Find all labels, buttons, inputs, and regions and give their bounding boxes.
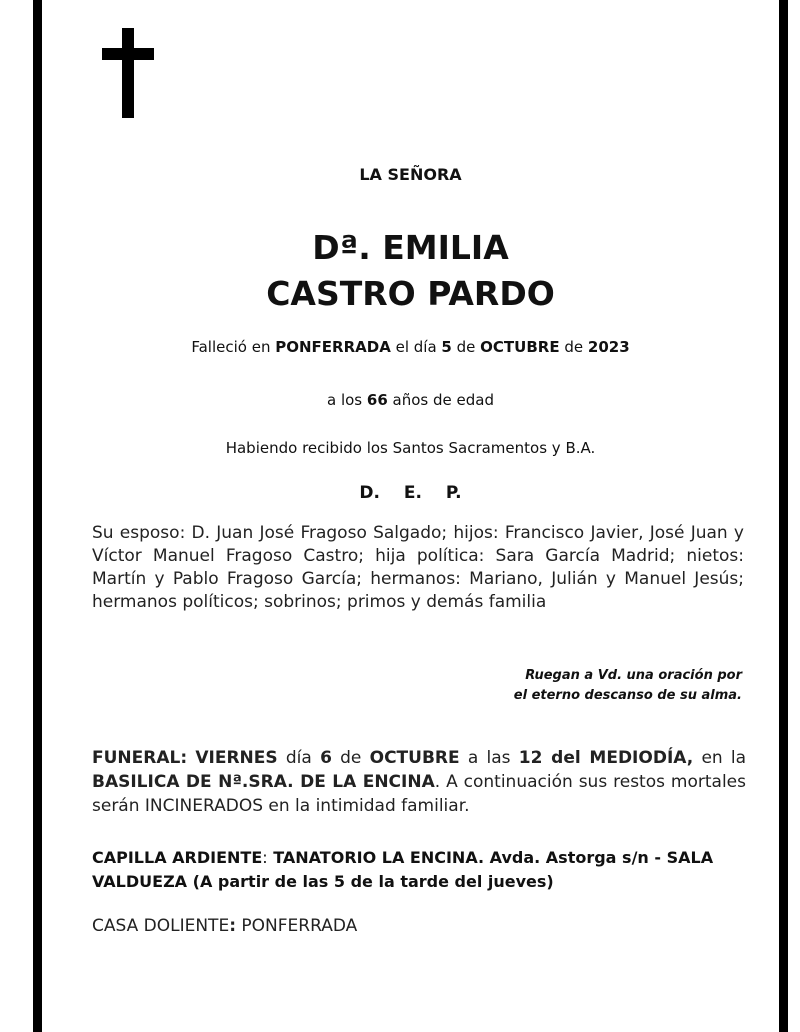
deceased-name-line1: Dª. EMILIA: [312, 228, 509, 267]
age-info: a los 66 años de edad: [326, 391, 494, 409]
deceased-name-line2: CASTRO PARDO: [266, 274, 555, 313]
prayer-request: Ruegan a Vd. una oración por el eterno descanso de su alma.: [513, 668, 742, 703]
death-info: Falleció en PONFERRADA el día 5 de OCTUBRE de 2023: [191, 338, 630, 356]
sacraments-line: Habiendo recibido los Santos Sacramentos y B.A.: [225, 439, 596, 457]
family-list: Su esposo: D. Juan José Fragoso Salgado; hijos: Francisco Javier, José Juan y Víctor Manuel Fragoso Castro; hija política: Sara García Madrid; nietos: Martín y Pablo Fragoso García; hermanos: Mariano, Julián y Manuel Jesús; hermanos políticos; sobrinos; primos y demás familia: [92, 523, 744, 612]
cross-icon: [102, 28, 154, 118]
funeral-info: FUNERAL: VIERNES día 6 de OCTUBRE a las 12 del MEDIODÍA, en la BASILICA DE Nª.SRA. DE LA ENCINA. A continuación sus restos mortales serán INCINERADOS en la intimidad familiar.: [92, 748, 747, 816]
deceased-name: [42, 225, 779, 317]
obituary-card: [33, 0, 788, 1032]
header-title: LA SEÑORA: [359, 165, 462, 184]
mourning-house: CASA DOLIENTE: PONFERRADA: [92, 916, 358, 936]
dep-line: D. E. P.: [359, 483, 462, 503]
chapel-info: CAPILLA ARDIENTE: TANATORIO LA ENCINA. Avda. Astorga s/n - SALA VALDUEZA (A partir de las 5 de la tarde del jueves): [92, 848, 714, 891]
